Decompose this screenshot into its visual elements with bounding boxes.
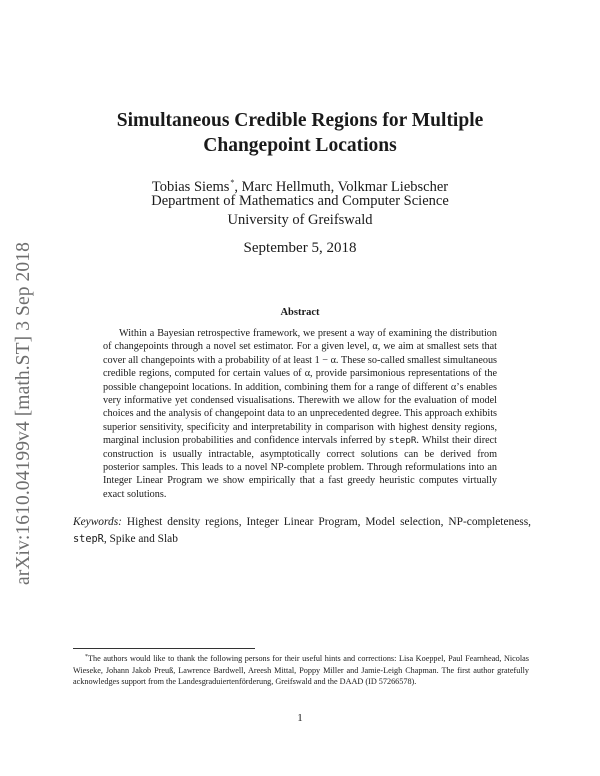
- arxiv-identifier-stamp: arXiv:1610.04199v4 [math.ST] 3 Sep 2018: [13, 242, 34, 585]
- footnote-marker: *: [85, 654, 88, 660]
- publication-date: September 5, 2018: [243, 240, 357, 256]
- keywords: [73, 514, 531, 547]
- footnote-rule: [73, 648, 255, 649]
- abstract-text-part-2: . Whilst their direct construction is usually intractable, asymptotically correct solutions can be derived from posterior samples. This leads to a novel NP-complete problem. Through reformulations into an Integer Linear Program we show empirically that a fast greedy heuristic computes virtually exact solutions.: [103, 435, 497, 500]
- page-number: 1: [297, 712, 303, 724]
- keywords-code: stepR: [73, 532, 104, 545]
- footnote-text: The authors would like to thank the following persons for their useful hints and corrections: Lisa Koeppel, Paul Fearnhead, Nicolas Wieseke, Johann Jakob Preuß, Lawrence Bardwell, Areesh Mittal, Poppy Miller and Jamie-Leigh Chapman. The first author gratefully acknowledges support from the Landesgraduiertenförderung, Greifswald and the DAAD (ID 57266578).: [73, 654, 529, 687]
- abstract-body: [103, 327, 497, 501]
- title-line-2: Changepoint Locations: [203, 135, 397, 156]
- keywords-text-1: Highest density regions, Integer Linear Program, Model selection, NP-completeness,: [121, 516, 531, 528]
- university: University of Greifswald: [227, 212, 373, 228]
- abstract-text-part-1: Within a Bayesian retrospective framework, we present a way of examining the distribution of changepoints through a novel set estimator. For a given level, α, we aim at smallest sets that cover all changepoints with a probability of at least 1 − α. These so-called smallest simultaneous credible regions, computed for certain values of α, provide parsimonious representations of the possible changepoint locations. In addition, combining them for a range of different α’s enables very informative yet condensed visualisations. Therewith we allow for the evaluation of model choices and the analysis of changepoint data to an unprecedented degree. This approach exhibits superior sensitivity, specificity and interpretability in comparison with highest density regions, marginal inclusion probabilities and confidence intervals inferred by: [103, 328, 497, 447]
- other-authors: , Marc Hellmuth, Volkmar Liebscher: [234, 179, 449, 195]
- footnote: [73, 652, 529, 688]
- paper-title: [60, 108, 540, 158]
- first-author: Tobias Siems: [151, 179, 230, 195]
- author-footnote-marker: *: [230, 178, 235, 187]
- title-line-1: Simultaneous Credible Regions for Multiple: [116, 110, 484, 131]
- department: Department of Mathematics and Computer Science: [151, 193, 449, 209]
- abstract-heading: Abstract: [280, 307, 320, 318]
- abstract-code-steprr: stepR: [388, 435, 417, 447]
- keywords-text-2: , Spike and Slab: [103, 532, 178, 545]
- keywords-label: Keywords:: [73, 516, 122, 528]
